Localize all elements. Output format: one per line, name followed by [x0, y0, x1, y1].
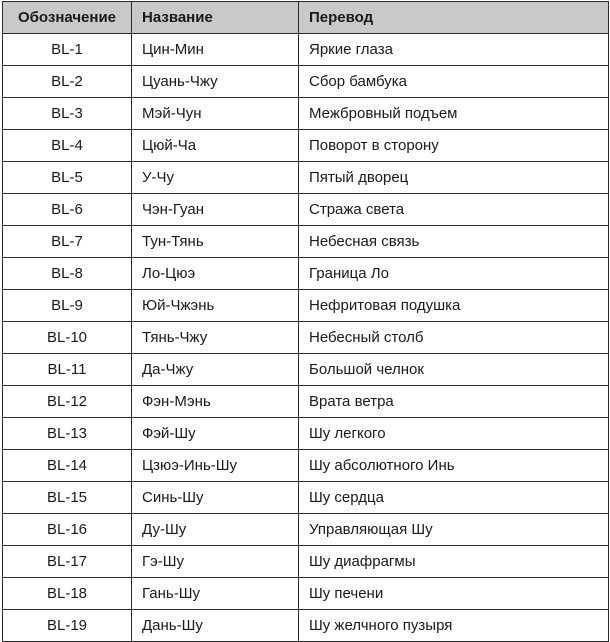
table-row [3, 354, 609, 386]
table-row [3, 482, 609, 514]
cell-translation: Небесный столб [299, 322, 609, 354]
table-row [3, 98, 609, 130]
cell-name: Фэн-Мэнь [132, 386, 299, 418]
cell-name: Гэ-Шу [132, 546, 299, 578]
cell-name: Тун-Тянь [132, 226, 299, 258]
table-row [3, 194, 609, 226]
cell-designation: BL-18 [3, 578, 132, 610]
table-row [3, 546, 609, 578]
cell-designation: BL-4 [3, 130, 132, 162]
cell-designation: BL-19 [3, 610, 132, 642]
cell-designation: BL-8 [3, 258, 132, 290]
header-name: Название [132, 2, 299, 34]
cell-translation: Сбор бамбука [299, 66, 609, 98]
table-row [3, 610, 609, 642]
table-row [3, 290, 609, 322]
cell-translation: Граница Ло [299, 258, 609, 290]
table-body [3, 34, 609, 642]
cell-name: Цзюэ-Инь-Шу [132, 450, 299, 482]
acupoint-table [2, 1, 609, 642]
cell-designation: BL-5 [3, 162, 132, 194]
cell-designation: BL-14 [3, 450, 132, 482]
table-header [3, 2, 609, 34]
cell-name: Синь-Шу [132, 482, 299, 514]
cell-translation: Шу легкого [299, 418, 609, 450]
cell-translation: Управляющая Шу [299, 514, 609, 546]
cell-designation: BL-7 [3, 226, 132, 258]
table-row [3, 578, 609, 610]
cell-name: Дань-Шу [132, 610, 299, 642]
cell-name: Ло-Цюэ [132, 258, 299, 290]
cell-translation: Шу абсолютного Инь [299, 450, 609, 482]
table-row [3, 386, 609, 418]
table-row [3, 418, 609, 450]
cell-translation: Шу диафрагмы [299, 546, 609, 578]
cell-name: Ду-Шу [132, 514, 299, 546]
cell-designation: BL-16 [3, 514, 132, 546]
table-row [3, 162, 609, 194]
cell-designation: BL-15 [3, 482, 132, 514]
cell-name: Гань-Шу [132, 578, 299, 610]
cell-designation: BL-9 [3, 290, 132, 322]
cell-translation: Шу печени [299, 578, 609, 610]
cell-designation: BL-2 [3, 66, 132, 98]
cell-name: Юй-Чжэнь [132, 290, 299, 322]
cell-name: Цюй-Ча [132, 130, 299, 162]
cell-designation: BL-17 [3, 546, 132, 578]
table-row [3, 130, 609, 162]
cell-name: Цуань-Чжу [132, 66, 299, 98]
table-row [3, 322, 609, 354]
cell-translation: Стража света [299, 194, 609, 226]
cell-translation: Поворот в сторону [299, 130, 609, 162]
cell-translation: Яркие глаза [299, 34, 609, 66]
cell-name: Тянь-Чжу [132, 322, 299, 354]
table-row [3, 450, 609, 482]
cell-translation: Пятый дворец [299, 162, 609, 194]
cell-designation: BL-3 [3, 98, 132, 130]
header-translation: Перевод [299, 2, 609, 34]
cell-translation: Врата ветра [299, 386, 609, 418]
table-row [3, 514, 609, 546]
cell-translation: Шу сердца [299, 482, 609, 514]
cell-name: Фэй-Шу [132, 418, 299, 450]
header-designation: Обозначение [3, 2, 132, 34]
cell-translation: Нефритовая подушка [299, 290, 609, 322]
cell-translation: Небесная связь [299, 226, 609, 258]
cell-name: Мэй-Чун [132, 98, 299, 130]
cell-name: У-Чу [132, 162, 299, 194]
table-row [3, 34, 609, 66]
cell-designation: BL-6 [3, 194, 132, 226]
cell-designation: BL-11 [3, 354, 132, 386]
cell-designation: BL-13 [3, 418, 132, 450]
cell-designation: BL-1 [3, 34, 132, 66]
cell-designation: BL-12 [3, 386, 132, 418]
cell-designation: BL-10 [3, 322, 132, 354]
cell-name: Цин-Мин [132, 34, 299, 66]
cell-translation: Межбровный подъем [299, 98, 609, 130]
table-row [3, 258, 609, 290]
cell-name: Чэн-Гуан [132, 194, 299, 226]
table-row [3, 226, 609, 258]
cell-translation: Большой челнок [299, 354, 609, 386]
header-row [3, 2, 609, 34]
cell-translation: Шу желчного пузыря [299, 610, 609, 642]
table-row [3, 66, 609, 98]
cell-name: Да-Чжу [132, 354, 299, 386]
